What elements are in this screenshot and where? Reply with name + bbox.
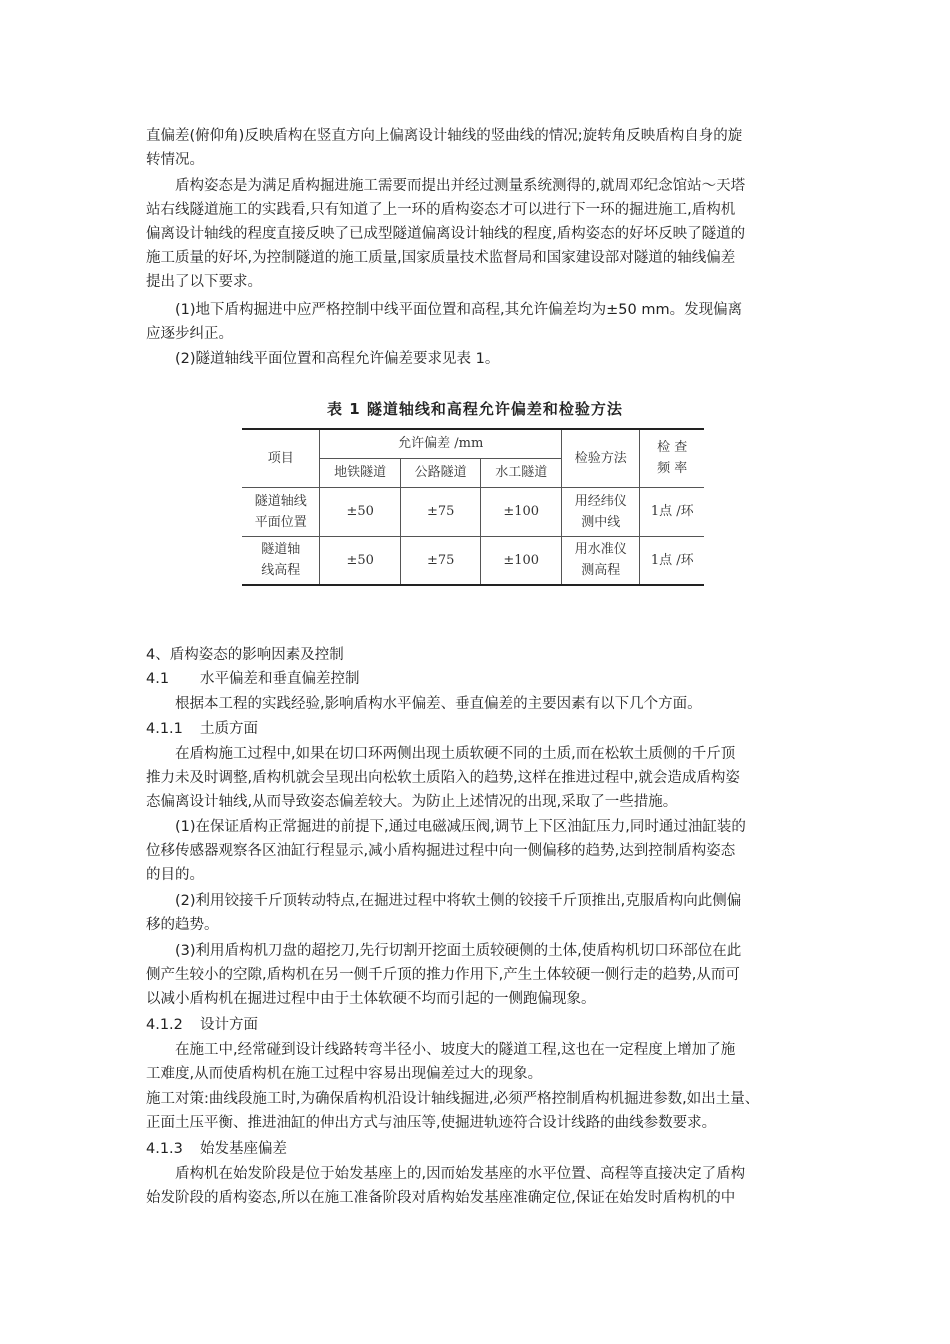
row-method: 用水准仪 测高程: [562, 536, 640, 585]
paragraph-shield-attitude: 盾构姿态是为满足盾构掘进施工需要而提出并经过测量系统测得的,就周邓纪念馆站～天塔 站右线隧道施工的实践看,只有知道了上一环的盾构姿态才可以进行下一环的掘进施工,盾构机 偏离设计轴线的程度直接反映了已成型隧道偏离设计轴线的程度,盾构姿态的好坏反映了隧道的 施工质量的好坏,为控制隧道的施工质量,国家质量技术监督局和国家建设部对隧道的轴线偏差 提出了以下要求。: [146, 178, 746, 290]
header-road: 公路隧道: [400, 458, 481, 487]
row-item: 隧道轴线 平面位置: [242, 487, 320, 536]
paragraph-construction-countermeasure: 施工对策:曲线段施工时,为确保盾构机沿设计轴线掘进,必须严格控制盾构机掘进参数,如出土量、 正面土压平衡、推进油缸的伸出方式与油压等,使掘进轨迹符合设计线路的曲线参数要求。: [146, 1091, 760, 1131]
paragraph-requirement-1: (1)地下盾构掘进中应严格控制中线平面位置和高程,其允许偏差均为±50 mm。发现偏离 应逐步纠正。: [146, 302, 743, 342]
heading-4-1-2: 4.1.2 设计方面: [146, 1017, 258, 1033]
row-metro: ±50: [320, 487, 401, 536]
paragraph-launch-base: 盾构机在始发阶段是位于始发基座上的,因而始发基座的水平位置、高程等直接决定了盾构 始发阶段的盾构姿态,所以在施工准备阶段对盾构始发基座准确定位,保证在始发时盾构机的中: [146, 1166, 746, 1206]
header-allowable-deviation: 允许偏差 /mm: [320, 429, 562, 458]
paragraph-measure-1: (1)在保证盾构正常掘进的前提下,通过电磁减压阀,调节上下区油缸压力,同时通过油缸装的 位移传感器观察各区油缸行程显示,减小盾构掘进过程中向一侧偏移的趋势,达到控制盾构姿态 的目的。: [146, 819, 746, 883]
header-item: 项目: [242, 429, 320, 487]
table-header-row: [242, 429, 704, 458]
table-caption: 表 1 隧道轴线和高程允许偏差和检验方法: [327, 400, 623, 418]
heading-4-1-3: 4.1.3 始发基座偏差: [146, 1141, 287, 1157]
paragraph-deviation-definition: 直偏差(俯仰角)反映盾构在竖直方向上偏离设计轴线的竖曲线的情况;旋转角反映盾构自身的旋 转情况。: [146, 128, 743, 168]
row-item: 隧道轴 线高程: [242, 536, 320, 585]
table-row: [242, 536, 704, 585]
heading-section-4: 4、盾构姿态的影响因素及控制: [146, 647, 344, 663]
row-frequency: 1点 /环: [640, 487, 704, 536]
tolerance-table: [242, 428, 704, 586]
row-road: ±75: [400, 487, 481, 536]
row-frequency: 1点 /环: [640, 536, 704, 585]
paragraph-main-factors: 根据本工程的实践经验,影响盾构水平偏差、垂直偏差的主要因素有以下几个方面。: [175, 696, 702, 712]
row-road: ±75: [400, 536, 481, 585]
heading-4-1: 4.1 水平偏差和垂直偏差控制: [146, 671, 360, 687]
header-frequency: 检 查 频 率: [640, 429, 704, 487]
table-row: [242, 487, 704, 536]
heading-4-1-1: 4.1.1 土质方面: [146, 721, 258, 737]
row-method: 用经纬仪 测中线: [562, 487, 640, 536]
row-water: ±100: [481, 536, 562, 585]
paragraph-measure-2: (2)利用铰接千斤顶转动特点,在掘进过程中将软土侧的铰接千斤顶推出,克服盾构向此侧偏 移的趋势。: [146, 893, 742, 933]
header-water: 水工隧道: [481, 458, 562, 487]
paragraph-measure-3: (3)利用盾构机刀盘的超挖刀,先行切割开挖面土质较硬侧的土体,使盾构机切口环部位在此 侧产生较小的空隙,盾构机在另一侧千斤顶的推力作用下,产生土体较硬一侧行走的趋势,从而可 以减小盾构机在掘进过程中由于土体软硬不均而引起的一侧跑偏现象。: [146, 943, 742, 1007]
paragraph-requirement-2: (2)隧道轴线平面位置和高程允许偏差要求见表 1。: [175, 351, 500, 367]
header-method: 检验方法: [562, 429, 640, 487]
paragraph-soil-conditions: 在盾构施工过程中,如果在切口环两侧出现土质软硬不同的土质,而在松软土质侧的千斤顶 推力未及时调整,盾构机就会呈现出向松软土质陷入的趋势,这样在推进过程中,就会造成盾构姿 态偏离设计轴线,从而导致姿态偏差较大。为防止上述情况的出现,采取了一些措施。: [146, 746, 740, 810]
paragraph-design-aspect: 在施工中,经常碰到设计线路转弯半径小、坡度大的隧道工程,这也在一定程度上增加了施 工难度,从而使盾构机在施工过程中容易出现偏差过大的现象。: [146, 1042, 736, 1082]
row-water: ±100: [481, 487, 562, 536]
row-metro: ±50: [320, 536, 401, 585]
header-metro: 地铁隧道: [320, 458, 401, 487]
